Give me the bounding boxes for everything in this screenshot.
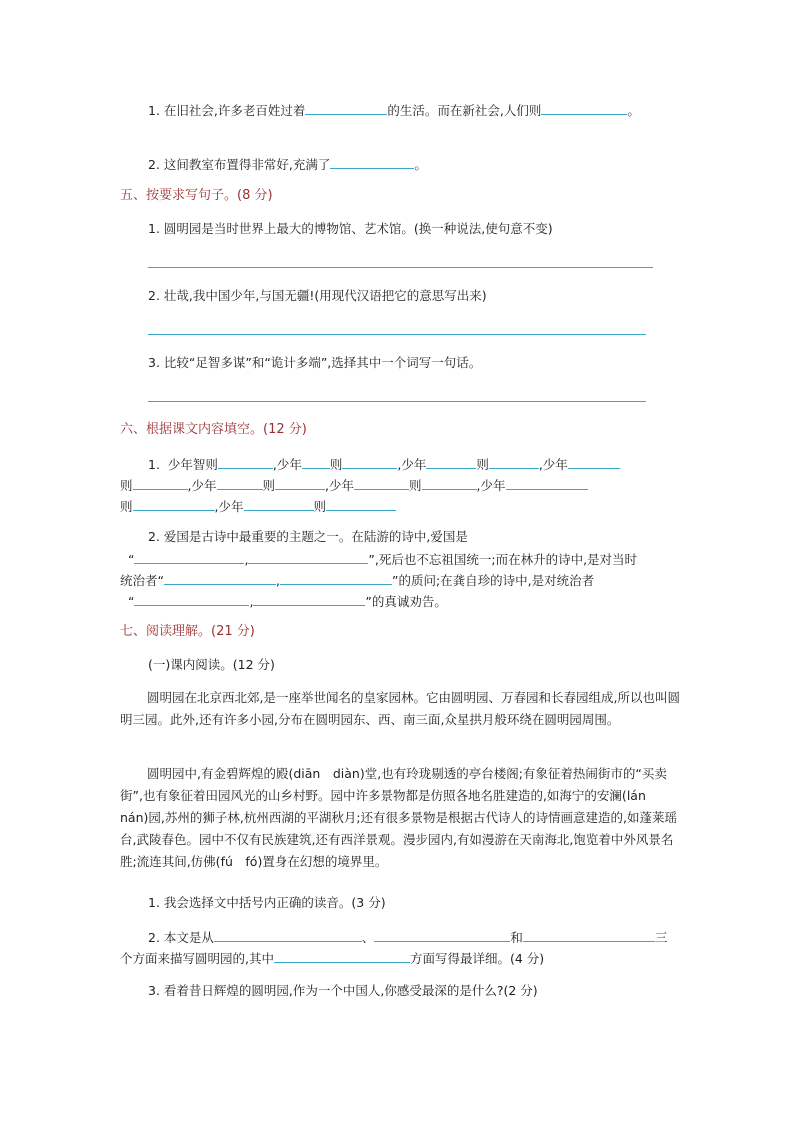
answer-blank[interactable] <box>568 455 620 469</box>
s7-question-2-line2: 个方面来描写圆明园的,其中 方面写得最详细。(4 分) <box>120 951 545 966</box>
answer-blank[interactable] <box>354 476 409 490</box>
answer-blank[interactable] <box>275 476 325 490</box>
answer-blank[interactable] <box>244 497 314 511</box>
answer-blank[interactable] <box>214 928 362 942</box>
answer-blank[interactable] <box>217 476 263 490</box>
answer-blank[interactable] <box>253 592 365 606</box>
answer-blank[interactable] <box>248 550 368 564</box>
s7-question-1: 1. 我会选择文中括号内正确的读音。(3 分) <box>148 895 386 910</box>
answer-line[interactable] <box>148 334 646 335</box>
answer-blank[interactable] <box>134 550 244 564</box>
pinyin-choice[interactable]: fú fó <box>220 854 258 869</box>
reading-paragraph-1: 圆明园在北京西北郊,是一座举世闻名的皇家园林。它由圆明园、万春园和长春园组成,所以也叫圆明三园。此外,还有许多小园,分布在圆明园东、西、南三面,众星拱月般环绕在圆明园周围。 <box>120 690 680 727</box>
q4-item1: 1. 在旧社会,许多老百姓过着 的生活。而在新社会,人们则 。 <box>148 103 640 118</box>
answer-blank[interactable] <box>342 455 397 469</box>
s6-q2-line3: 统治者“ , ”的质问;在龚自珍的诗中,是对统治者 <box>120 573 595 588</box>
answer-blank[interactable] <box>541 101 627 115</box>
answer-blank[interactable] <box>133 497 215 511</box>
answer-blank[interactable] <box>133 476 188 490</box>
answer-blank[interactable] <box>326 497 396 511</box>
s6-q1-line3: 则 ,少年 则 <box>120 497 396 515</box>
answer-blank[interactable] <box>489 455 539 469</box>
answer-blank[interactable] <box>330 155 414 169</box>
answer-blank[interactable] <box>305 101 387 115</box>
answer-blank[interactable] <box>523 928 655 942</box>
q4-item2: 2. 这间教室布置得非常好,充满了 。 <box>148 157 427 172</box>
answer-blank[interactable] <box>164 571 276 585</box>
s5-question-3: 3. 比较“足智多谋”和“诡计多端”,选择其中一个词写一句话。 <box>148 355 482 370</box>
pinyin-choice[interactable]: diān diàn <box>293 766 360 781</box>
answer-line[interactable] <box>148 401 646 402</box>
s6-q2-line1: 2. 爱国是古诗中最重要的主题之一。在陆游的诗中,爱国是 <box>148 529 468 544</box>
answer-blank[interactable] <box>426 455 476 469</box>
s6-q1-line2: 则 ,少年 则 ,少年 则 ,少年 <box>120 476 588 494</box>
reading-paragraph-2: 圆明园中,有金碧辉煌的殿(diān diàn)堂,也有玲珑剔透的亭台楼阁;有象征着热闹街市的“买卖街”,也有象征着田园风光的山乡村野。园中许多景物都是仿照各地名胜建造的,如海宁的安澜(lán nán)园,苏州的狮子林,杭州西湖的平湖秋月;还有很多景物是根据古代诗人的诗情画意建造的,如蓬莱瑶台,武陵春色。园中不仅有民族建筑,还有西洋景观。漫步园内,有如漫游在天南海北,饱览着中外风景名胜;流连其间,仿佛(fú fó)置身在幻想的境界里。 <box>120 766 678 869</box>
s7-question-3: 3. 看着昔日辉煌的圆明园,作为一个中国人,你感受最深的是什么?(2 分) <box>148 983 538 998</box>
s6-q2-line4: “ , ”的真诚劝告。 <box>127 594 447 609</box>
answer-blank[interactable] <box>374 928 510 942</box>
s7-subsection-title: (一)课内阅读。(12 分) <box>148 657 275 672</box>
answer-blank[interactable] <box>134 592 249 606</box>
s6-q1-line1: 1. 少年智则 ,少年 则 ,少年 则 ,少年 <box>148 455 620 473</box>
answer-blank[interactable] <box>274 949 410 963</box>
answer-blank[interactable] <box>302 455 330 469</box>
s7-question-2-line1: 2. 本文是从 、 和 三 <box>148 930 668 945</box>
answer-blank[interactable] <box>422 476 477 490</box>
answer-line[interactable] <box>148 267 653 268</box>
section-7-title: 七、阅读理解。(21 分) <box>120 624 255 639</box>
section-5-title: 五、按要求写句子。(8 分) <box>120 188 273 203</box>
pinyin-choice[interactable]: lán nán <box>120 788 659 825</box>
answer-blank[interactable] <box>280 571 392 585</box>
s6-q2-line2: “ , ”,死后也不忘祖国统一;而在林升的诗中,是对当时 <box>127 552 638 567</box>
s5-question-1: 1. 圆明园是当时世界上最大的博物馆、艺术馆。(换一种说法,使句意不变) <box>148 221 553 236</box>
section-6-title: 六、根据课文内容填空。(12 分) <box>120 422 307 437</box>
answer-blank[interactable] <box>218 455 273 469</box>
answer-blank[interactable] <box>506 476 588 490</box>
s5-question-2: 2. 壮哉,我中国少年,与国无疆!(用现代汉语把它的意思写出来) <box>148 288 487 303</box>
